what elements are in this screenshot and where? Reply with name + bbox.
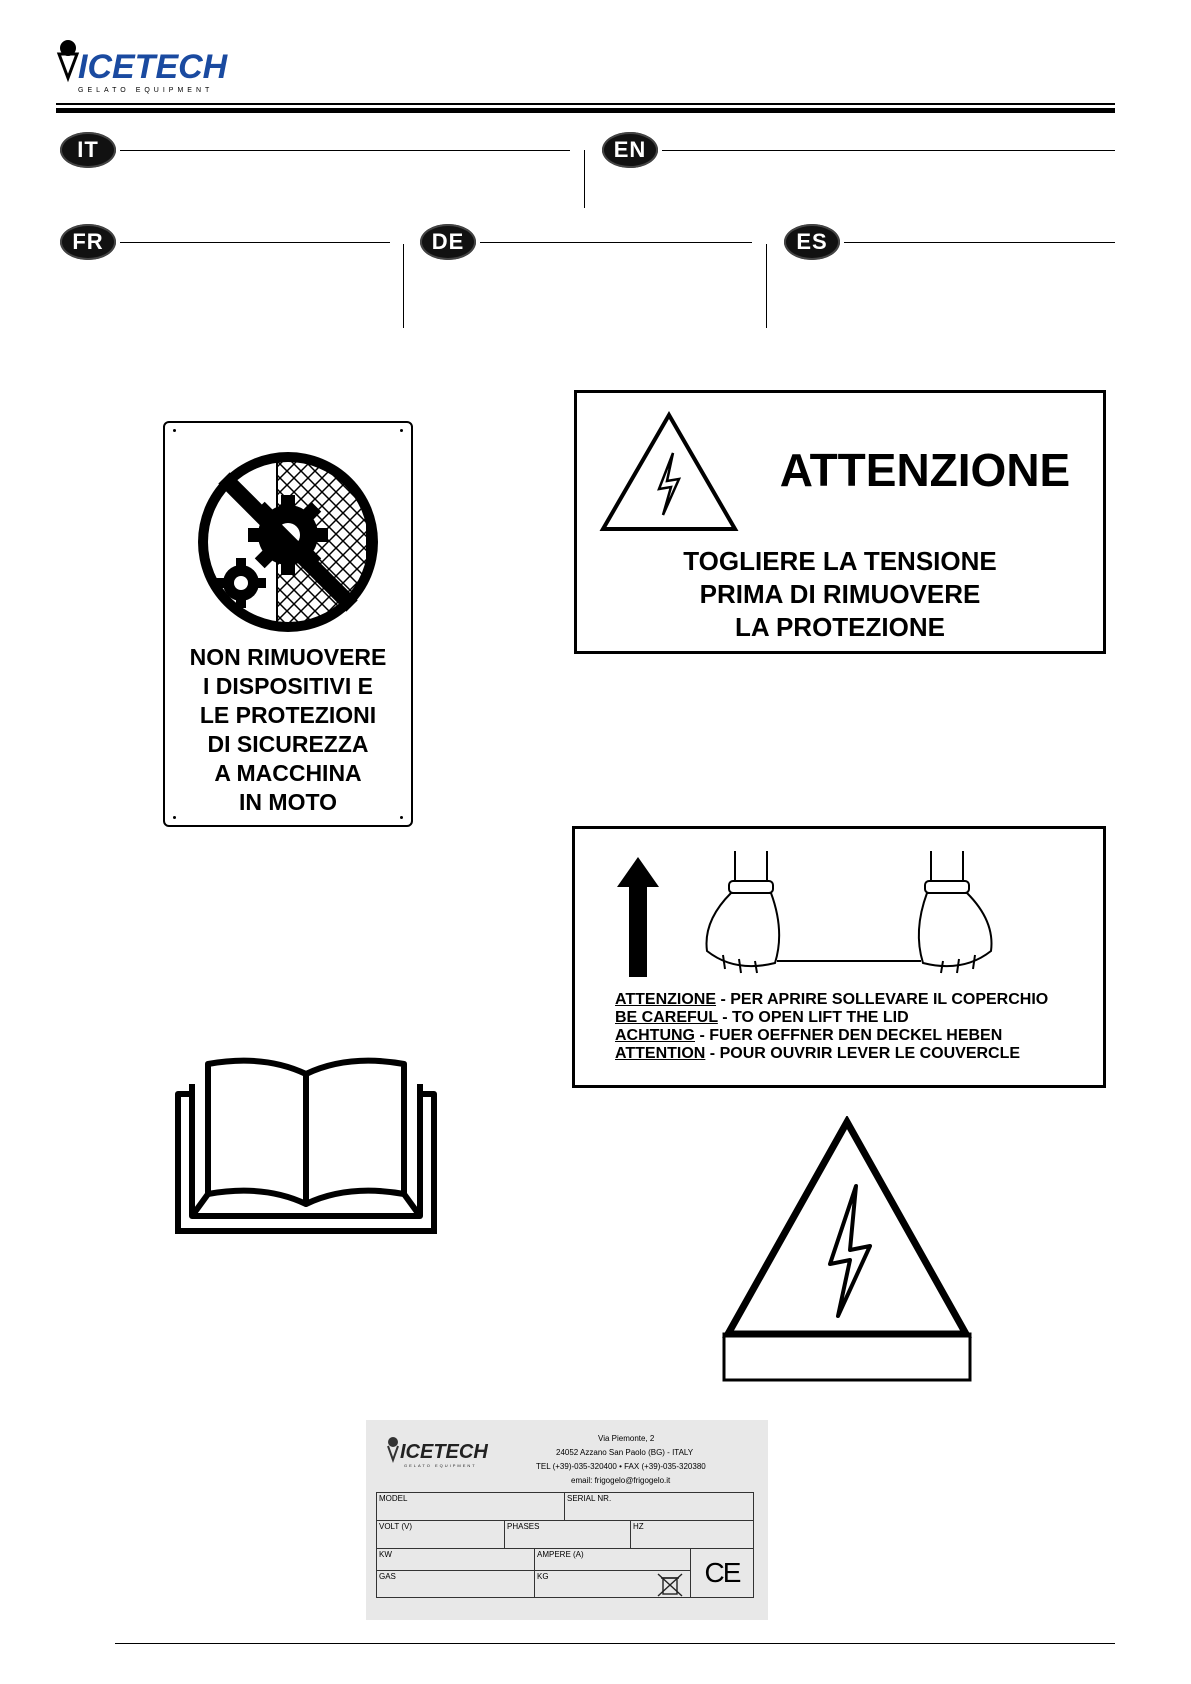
footer-rule <box>115 1643 1115 1644</box>
sign-attention-line: PRIMA DI RIMUOVERE <box>699 579 981 609</box>
logo-brand: ICETECH <box>78 48 228 86</box>
sign-guards-line: NON RIMUOVERE <box>189 644 387 670</box>
plate-email: email: frigogelo@frigogelo.it <box>571 1476 671 1485</box>
plate-field-kw: KW <box>376 1548 534 1570</box>
sign-lid-key: ATTENZIONE <box>615 991 717 1008</box>
lang-badge-es: ES <box>784 224 840 260</box>
sign-lid-key: ATTENTION <box>615 1045 706 1062</box>
plate-phone: TEL (+39)-035-320400 • FAX (+39)-035-320380 <box>536 1462 706 1471</box>
screw-hole <box>173 816 176 819</box>
sign-lid-line <box>615 991 1048 1009</box>
electric-warning-triangle-icon <box>722 1116 972 1382</box>
column-divider <box>584 150 585 208</box>
rating-plate <box>366 1420 768 1620</box>
sign-lid-text-de: - FUER OEFFNER DEN DECKEL HEBEN <box>695 1027 1003 1044</box>
sign-lid-text-fr: - POUR OUVRIR LEVER LE COUVERCLE <box>705 1045 1021 1062</box>
plate-field-volt: VOLT (V) <box>376 1520 504 1548</box>
sign-attention <box>574 390 1106 654</box>
sign-attention-text <box>577 545 1103 644</box>
lang-line-en <box>662 150 1115 151</box>
header-rule-thick <box>56 108 1115 113</box>
sign-lid-key: BE CAREFUL <box>615 1009 718 1026</box>
sign-lid-line <box>615 1045 1048 1063</box>
sign-attention-line: LA PROTEZIONE <box>735 612 945 642</box>
sign-guards-line: A MACCHINA <box>214 760 362 786</box>
sign-lid-line <box>615 1009 1048 1027</box>
read-manual-icon <box>174 1054 438 1234</box>
plate-brand: ICETECH <box>400 1441 488 1463</box>
plate-field-serial: SERIAL NR. <box>564 1492 754 1520</box>
lang-line-es <box>844 242 1115 243</box>
column-divider <box>403 244 404 328</box>
lang-badge-it: IT <box>60 132 116 168</box>
lang-badge-en: EN <box>602 132 658 168</box>
sign-lid-text <box>615 991 1048 1063</box>
plate-city: 24052 Azzano San Paolo (BG) - ITALY <box>556 1448 694 1457</box>
no-removal-gear-icon <box>189 443 387 641</box>
plate-field-phases: PHASES <box>504 1520 630 1548</box>
sign-lid-key: ACHTUNG <box>615 1027 695 1044</box>
plate-logo <box>386 1436 516 1470</box>
header-rule <box>56 103 1115 105</box>
sign-guards-line: I DISPOSITIVI E <box>203 673 373 699</box>
weee-bin-icon <box>654 1572 686 1598</box>
sign-lid-line <box>615 1027 1048 1045</box>
plate-field-model: MODEL <box>376 1492 564 1520</box>
ce-mark: CE <box>690 1548 754 1598</box>
plate-field-kg: KG <box>534 1570 690 1598</box>
sign-guards-text <box>165 643 411 817</box>
hands-lifting-icon <box>695 851 1015 981</box>
plate-brand-sub: GELATO EQUIPMENT <box>404 1463 477 1468</box>
lang-badge-de: DE <box>420 224 476 260</box>
screw-hole <box>400 816 403 819</box>
electric-hazard-icon <box>599 411 739 533</box>
sign-guards <box>163 421 413 827</box>
plate-field-hz: HZ <box>630 1520 754 1548</box>
screw-hole <box>400 429 403 432</box>
sign-lift-lid <box>572 826 1106 1088</box>
column-divider <box>766 244 767 328</box>
sign-attention-title: ATTENZIONE <box>779 444 1071 496</box>
lang-line-fr <box>120 242 390 243</box>
logo-sub: GELATO EQUIPMENT <box>78 87 214 94</box>
plate-field-gas: GAS <box>376 1570 534 1598</box>
lang-line-it <box>120 150 570 151</box>
icetech-logo <box>56 38 246 98</box>
sign-lid-text-en: - TO OPEN LIFT THE LID <box>717 1009 909 1026</box>
sign-guards-line: IN MOTO <box>239 789 337 815</box>
up-arrow-icon <box>615 857 661 977</box>
plate-address: Via Piemonte, 2 <box>598 1434 655 1443</box>
sign-guards-line: DI SICUREZZA <box>207 731 369 757</box>
screw-hole <box>173 429 176 432</box>
plate-field-ampere: AMPERE (A) <box>534 1548 690 1570</box>
sign-lid-text-it: - PER APRIRE SOLLEVARE IL COPERCHIO <box>716 991 1049 1008</box>
lang-line-de <box>480 242 752 243</box>
sign-guards-line: LE PROTEZIONI <box>199 702 377 728</box>
sign-attention-line: TOGLIERE LA TENSIONE <box>683 546 997 576</box>
lang-badge-fr: FR <box>60 224 116 260</box>
